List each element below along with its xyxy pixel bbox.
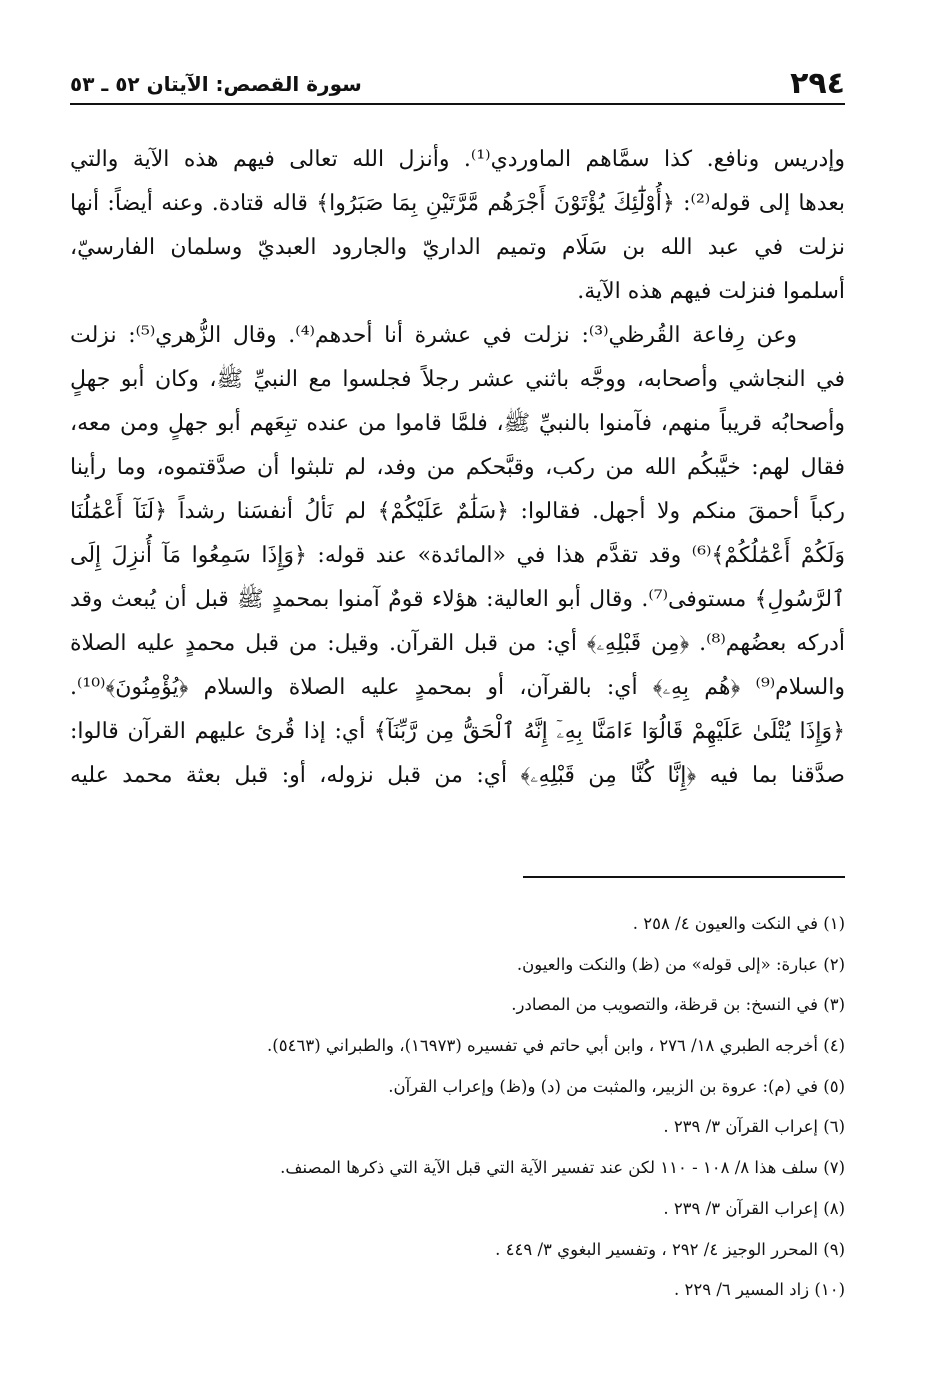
footnotes (70, 904, 845, 1311)
header-rule (70, 103, 845, 105)
running-title: سورة القصص: الآيتان ٥٢ ـ ٥٣ (70, 72, 362, 96)
text-line: وعن رِفاعة القُرظي⁽³⁾: نزلت في عشرة أنا أحدهم⁽⁴⁾. وقال الزُّهري⁽⁵⁾: نزلت (70, 323, 797, 348)
main-text (70, 138, 845, 798)
footnote: (٧) سلف هذا ٨/ ١٠٨ - ١١٠ لكن عند تفسير الآية التي قبل الآية التي ذكرها المصنف. (280, 1158, 845, 1178)
text-line: والسلام⁽⁹⁾ ﴿هُم بِهِۦ﴾ أي: بالقرآن، أو بمحمدٍ عليه الصلاة والسلام ﴿يُؤْمِنُونَ﴾⁽¹⁰⁾. (70, 675, 845, 700)
text-line: صدَّقنا بما فيه ﴿إِنَّا كُنَّا مِن قَبْلِهِۦ﴾ أي: من قبل نزوله، أو: قبل بعثة محمد عليه (70, 763, 845, 788)
footnote: (١٠) زاد المسير ٦/ ٢٢٩ . (674, 1280, 845, 1300)
footnote: (٣) في النسخ: بن قرظة، والتصويب من المصادر. (511, 995, 845, 1015)
text-line: وإدريس ونافع. كذا سمَّاهم الماوردي⁽¹⁾. وأنزل الله تعالى فيهم هذه الآية والتي (70, 147, 845, 172)
text-line: ٱلرَّسُولِ﴾ مستوفى⁽⁷⁾. وقال أبو العالية: هؤلاء قومٌ آمنوا بمحمدٍ ﷺ قبل أن يُبعث وقد (70, 587, 845, 612)
footnote: (١) في النكت والعيون ٤/ ٢٥٨ . (632, 914, 845, 933)
text-line: وأصحابُه قريباً منهم، فآمنوا بالنبيِّ ﷺ، فلمَّا قاموا من عنده تبِعَهم أبو جهلٍ ومن معه، (70, 411, 845, 436)
footnote: (٩) المحرر الوجيز ٤/ ٢٩٢ ، وتفسير البغوي ٣/ ٤٤٩ . (495, 1239, 845, 1259)
text-line: أدركه بعضُهم⁽⁸⁾. ﴿مِن قَبْلِهِۦ﴾ أي: من قبل القرآن. وقيل: من قبل محمدٍ عليه الصلاة (70, 631, 845, 656)
footnote: (٢) عبارة: «إلى قوله» من (ظ) والنكت والعيون. (516, 954, 845, 974)
page-header (70, 64, 845, 104)
page-number: ٢٩٤ (790, 66, 845, 101)
text-line: ﴿وَإِذَا يُتْلَىٰ عَلَيْهِمْ قَالُوٓا ءَامَنَّا بِهِۦٓ إِنَّهُ ٱلْحَقُّ مِن رَّبِّنَآ﴾ أي: إذا قُرئ عليهم القرآن قالوا: (70, 719, 845, 744)
footnote: (٨) إعراب القرآن ٣/ ٢٣٩ . (663, 1198, 845, 1218)
footnote: (٤) أخرجه الطبري ١٨/ ٢٧٦ ، وابن أبي حاتم في تفسيره (١٦٩٧٣)، والطبراني (٥٤٦٣). (267, 1036, 845, 1056)
footnote-rule (523, 876, 845, 878)
text-line: ركباً أحمقَ منكم ولا أجهل. فقالوا: ﴿سَلَٰمٌ عَلَيْكُمْ﴾ لم نَألُ أنفسَنا رشداً ﴿لَنَآ أَعْمَٰلُنَا (70, 499, 845, 524)
text-line: أسلموا فنزلت فيهم هذه الآية. (577, 279, 845, 304)
footnote: (٦) إعراب القرآن ٣/ ٢٣٩ . (663, 1117, 845, 1137)
text-line: نزلت في عبد الله بن سَلَام وتميم الداريّ والجارود العبديّ وسلمان الفارسيّ، (70, 235, 845, 260)
footnote: (٥) في (م): عروة بن الزبير، والمثبت من (د) و(ظ) وإعراب القرآن. (388, 1076, 845, 1096)
text-line: بعدها إلى قوله⁽²⁾: ﴿أُوْلَٰٓئِكَ يُؤْتَوْنَ أَجْرَهُم مَّرَّتَيْنِ بِمَا صَبَرُوا﴾ قاله قتادة. وعنه أيضاً: أنها (70, 191, 845, 216)
text-line: وَلَكُمْ أَعْمَٰلُكُمْ﴾⁽⁶⁾ وقد تقدَّم هذا في «المائدة» عند قوله: ﴿وَإِذَا سَمِعُوا مَآ أُنزِلَ إِلَى (70, 543, 845, 568)
text-line: فقال لهم: خيَّبكُم الله من ركب، وقبَّحكم من وفد، لم تلبثوا أن صدَّقتموه، وما رأينا (70, 455, 845, 480)
text-line: في النجاشي وأصحابه، ووجَّه باثني عشر رجلاً فجلسوا مع النبيِّ ﷺ، وكان أبو جهلٍ (70, 367, 845, 392)
